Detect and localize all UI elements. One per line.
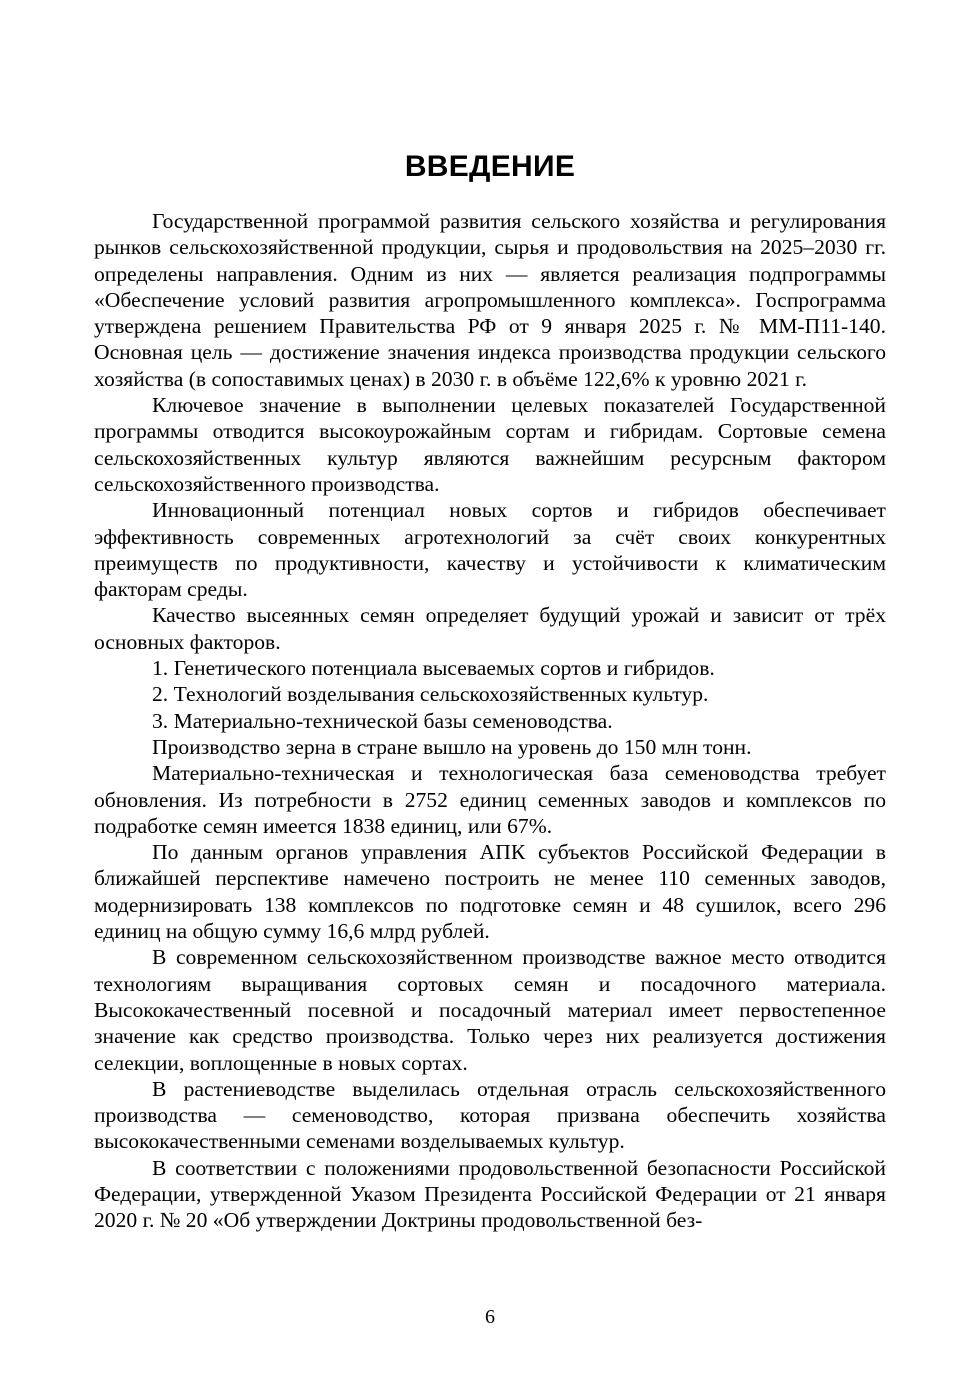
paragraph-8: В современном сельскохозяйственном производстве важное место отводится технологиям выращивания сортовых семян и посадочного материала. Высококачественный посевной и посадочный материал имеет первостепенное значение как средство производства. Только через них реализуется достижения селекции, воплощенные в новых сортах.	[94, 945, 886, 1075]
page-number: 6	[485, 1306, 495, 1328]
list-item-2: 2. Технологий возделывания сельскохозяйственных культур.	[152, 682, 709, 707]
paragraph-9: В растениеводстве выделилась отдельная отрасль сельскохозяйственного производства — семеноводство, которая призвана обеспечить хозяйства высококачественными семенами возделываемых культур.	[94, 1076, 886, 1154]
paragraph-3: Инновационный потенциал новых сортов и гибридов обеспечивает эффективность современных агротехнологий за счёт своих конкурентных преимуществ по продуктивности, качеству и устойчивости к климатическим факторам среды.	[94, 498, 886, 602]
list-item-1: 1. Генетического потенциала высеваемых сортов и гибридов.	[152, 656, 715, 681]
page-title: ВВЕДЕНИЕ	[404, 150, 576, 183]
paragraph-5: Производство зерна в стране вышло на уровень до 150 млн тонн.	[152, 734, 752, 759]
paragraph-2: Ключевое значение в выполнении целевых показателей Государственной программы отводится высокоурожайным сортам и гибридам. Сортовые семена сельскохозяйственных культур являются важнейшим ресурсным фактором сельскохозяйственного производства.	[94, 393, 886, 496]
paragraph-1: Государственной программой развития сельского хозяйства и регулирования рынков сельскохозяйственной продукции, сырья и продовольствия на 2025–2030 гг. определены направления. Одним из них — является реализация подпрограммы «Обеспечение условий развития агропромышленного комплекса». Госпрограмма утверждена решением Правительства РФ от 9 января 2025 г. № ММ-П11-140. Основная цель — достижение значения индекса производства продукции сельского хозяйства (в сопоставимых ценах) в 2030 г. в объёме 122,6% к уровню 2021 г.	[94, 209, 886, 391]
list-item-3: 3. Материально-технической базы семеноводства.	[152, 708, 613, 733]
paragraph-6: Материально-техническая и технологическая база семеноводства требует обновления. Из потребности в 2752 единиц семенных заводов и комплексов по подработке семян имеется 1838 единиц, или 67%.	[94, 761, 886, 838]
paragraph-7: По данным органов управления АПК субъектов Российской Федерации в ближайшей перспективе намечено построить не менее 110 семенных заводов, модернизировать 138 комплексов по подготовке семян и 48 сушилок, всего 296 единиц на общую сумму 16,6 млрд рублей.	[94, 840, 886, 944]
paragraph-10: В соответствии с положениями продовольственной безопасности Российской Федерации, утвержденной Указом Президента Российской Федерации от 21 января 2020 г. № 20 «Об утверждении Доктрины продовольственной без-	[94, 1155, 886, 1233]
body-text	[94, 208, 886, 1234]
paragraph-4: Качество высеянных семян определяет будущий урожай и зависит от трёх основных факторов.	[94, 603, 886, 654]
